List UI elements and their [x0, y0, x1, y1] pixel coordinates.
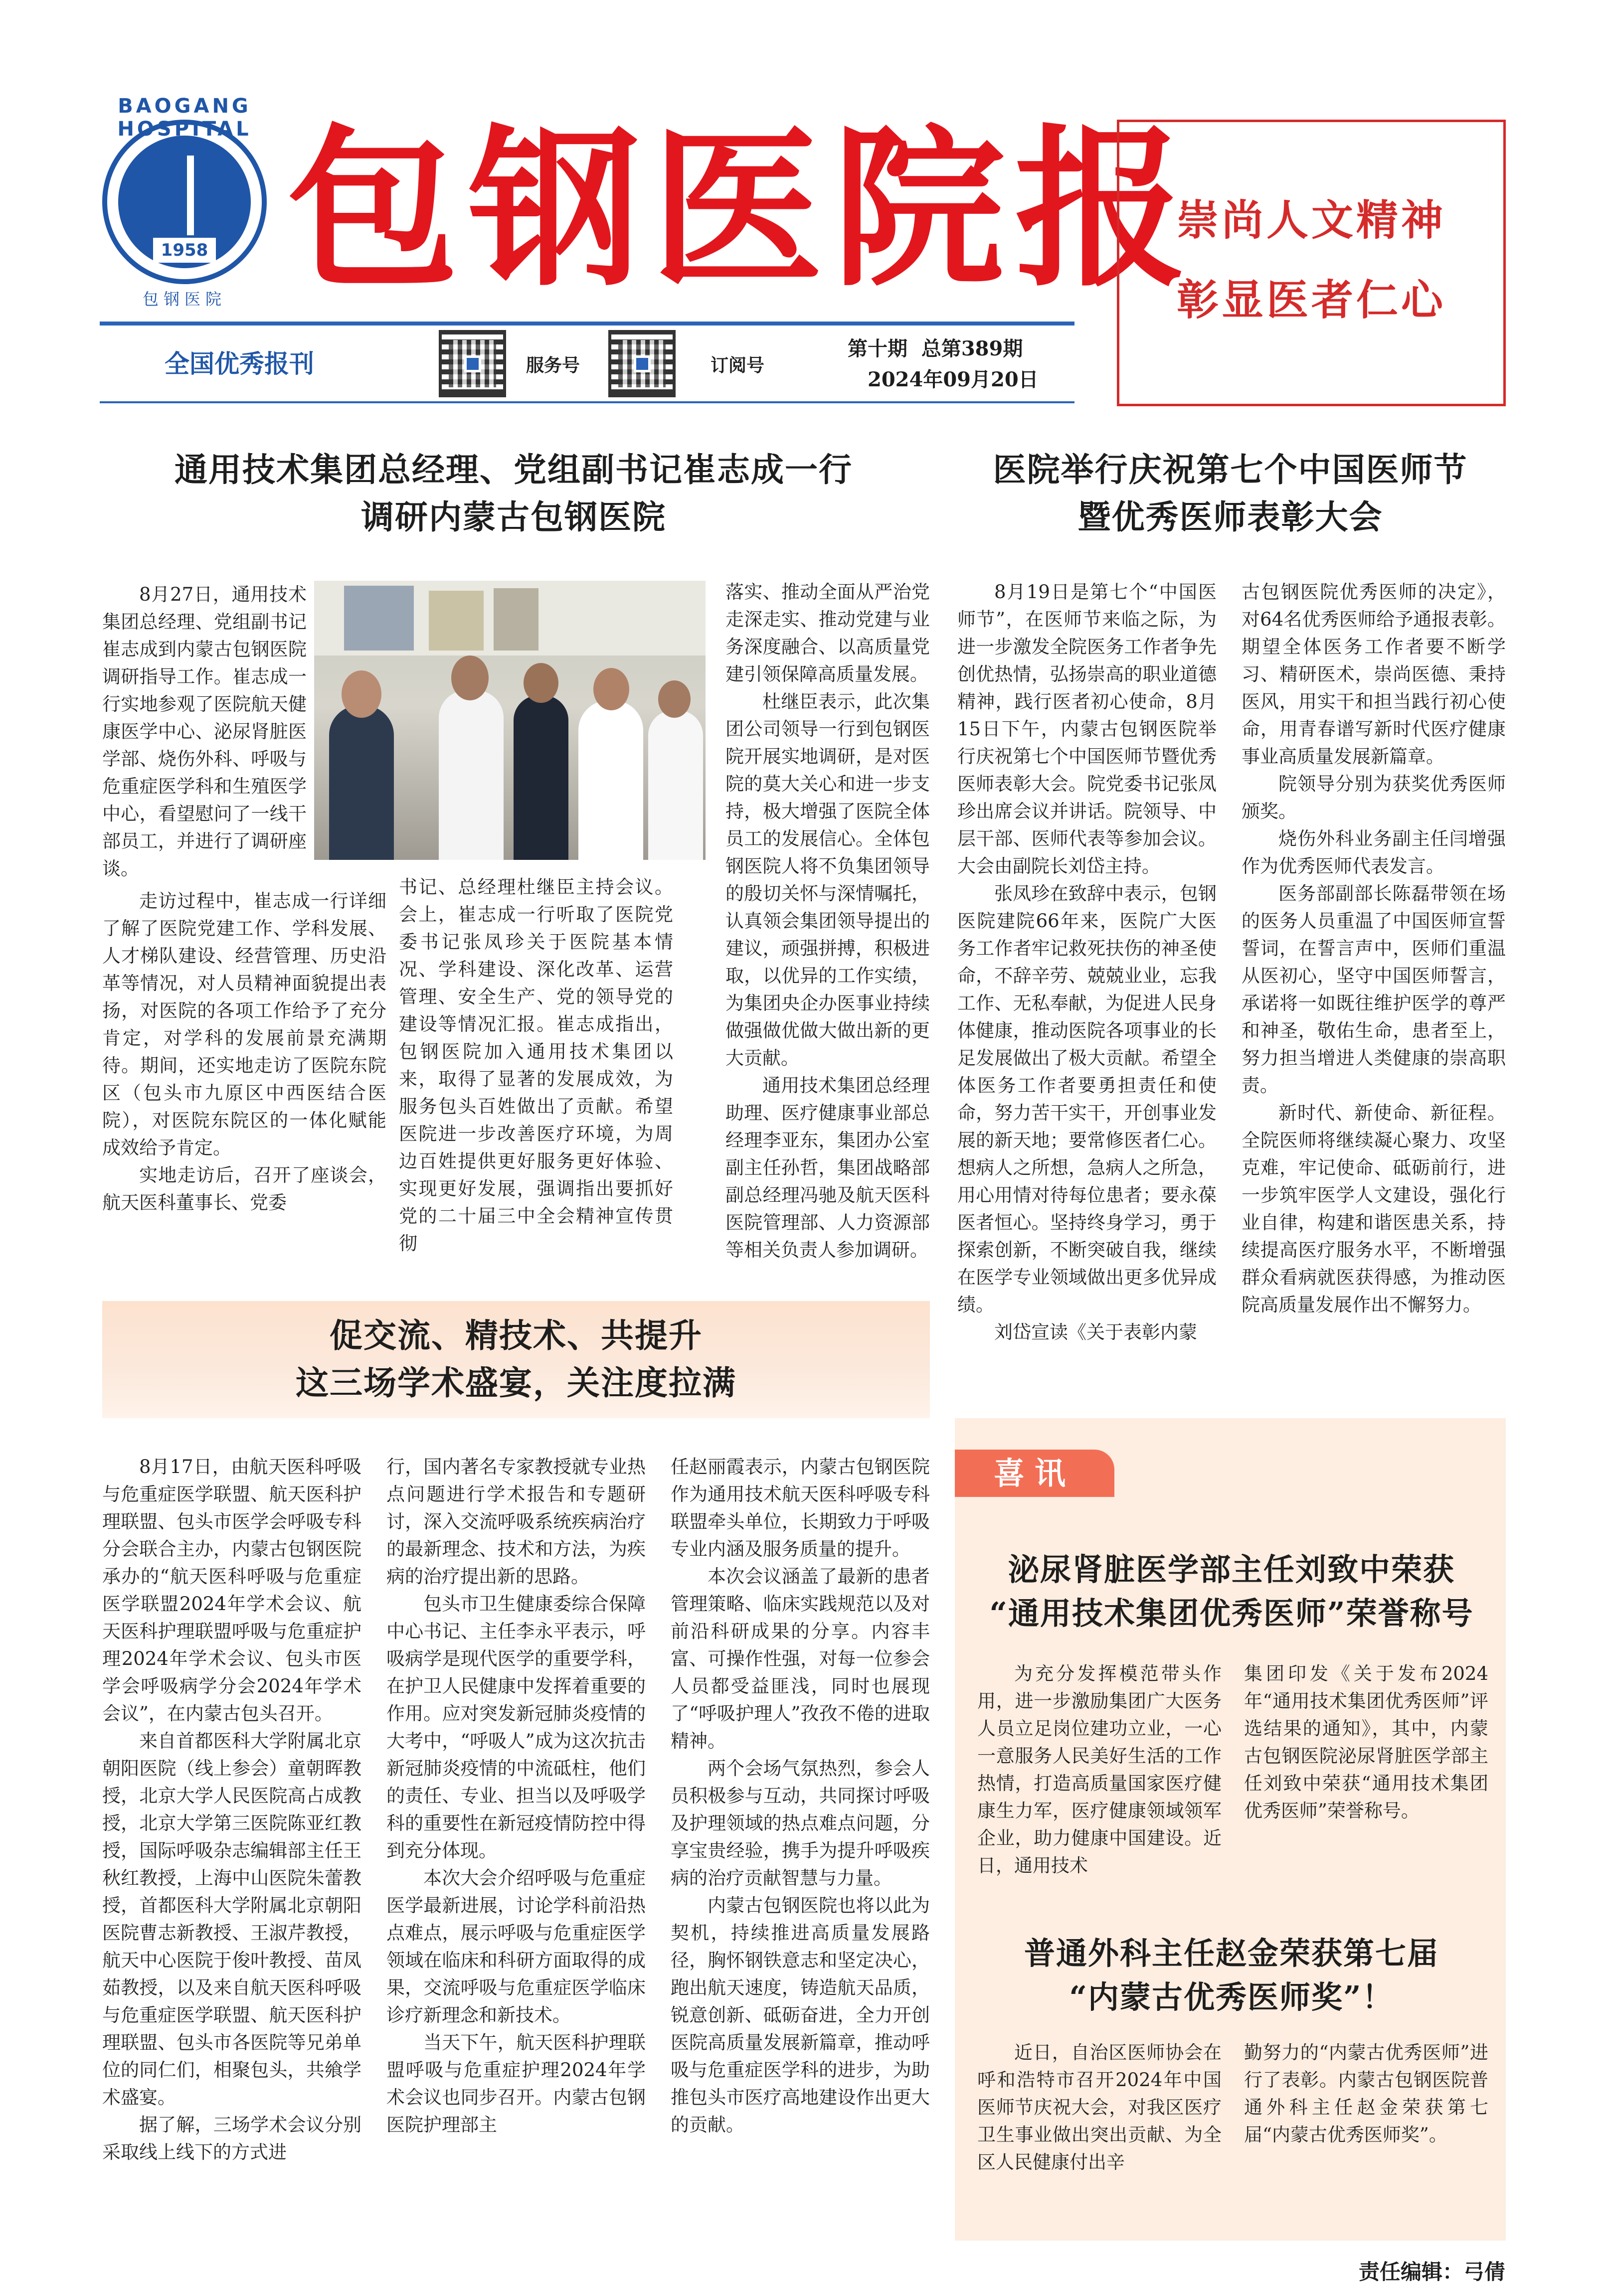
- service-qr-code-icon[interactable]: [439, 330, 506, 397]
- article-1-col-1-bottom: [102, 887, 386, 1216]
- article-1-title-line-1: 通用技术集团总经理、党组副书记崔志成一行: [175, 450, 853, 489]
- news-2-title-line-2: “内蒙古优秀医师奖”！: [1069, 1979, 1394, 2015]
- slogan-box: [1117, 120, 1506, 406]
- article-2-title-line-1: 医院举行庆祝第七个中国医师节: [993, 450, 1468, 489]
- logo-chinese-text: 包钢医院: [142, 290, 226, 309]
- logo-emblem-icon: [118, 136, 251, 268]
- article-3-banner: [102, 1301, 930, 1418]
- article-3-col-2: [386, 1453, 646, 2138]
- issue-number: 第十期 总第389期: [848, 337, 1023, 360]
- article-3-headline: [102, 1312, 930, 1407]
- award-label: 全国优秀报刊: [165, 349, 314, 378]
- paragraph: 集团印发《关于发布2024年“通用技术集团优秀医师”评选结果的通知》，其中，内蒙古包钢医院泌尿肾脏医学部主任刘致中荣获“通用技术集团优秀医师”荣誉称号。: [1244, 1663, 1488, 1821]
- logo-staff-icon: [187, 156, 194, 235]
- paragraph: 为充分发挥模范带头作用，进一步激励集团广大医务人员立足岗位建功立业，一心一意服务人民美好生活的工作热情，打造高质量国家医疗健康生力军，医疗健康领域领军企业，助力健康中国建设。近日，通用技术: [977, 1663, 1222, 1876]
- hospital-logo: [102, 120, 267, 284]
- paragraph: 任赵丽霞表示，内蒙古包钢医院作为通用技术航天医科呼吸专科联盟牵头单位，长期致力于呼吸专业内涵及服务质量的提升。: [671, 1456, 930, 1560]
- paragraph: 书记、总经理杜继臣主持会议。会上，崔志成一行听取了医院党委书记张凤珍关于医院基本情况、学科建设、深化改革、运营管理、安全生产、党的领导党的建设等情况汇报。崔志成指出，包钢医院加入通用技术集团以来，取得了显著的发展成效，为服务包头百姓做出了贡献。希望医院进一步改善医疗环境，为周边百姓提供更好服务更好体验、实现更好发展，强调指出要抓好党的二十届三中全会精神宣传贯彻: [399, 876, 673, 1254]
- service-qr-label: 服务号: [526, 355, 580, 376]
- slogan-line-2: 彰显医者仁心: [1176, 275, 1446, 325]
- logo-english-text: BAOGANG HOSPITAL: [117, 95, 252, 141]
- masthead-bottom-rule: [100, 401, 1074, 403]
- paragraph: 近日，自治区医师协会在呼和浩特市召开2024年中国医师节庆祝大会，对我区医疗卫生事业做出突出贡献、为全区人民健康付出辛: [977, 2042, 1222, 2173]
- paragraph: 两个会场气氛热烈，参会人员积极参与互动，共同探讨呼吸及护理领域的热点难点问题，分享宝贵经验，携手为提升呼吸疾病的治疗贡献智慧与力量。: [671, 1758, 930, 1889]
- news-1-col-1: [977, 1660, 1222, 1879]
- slogan-line-1: 崇尚人文精神: [1176, 195, 1446, 245]
- article-1-title-line-2: 调研内蒙古包钢医院: [361, 497, 666, 536]
- paragraph: 包头市卫生健康委综合保障中心书记、主任李永平表示，呼吸病学是现代医学的重要学科，在护卫人民健康中发挥着重要的作用。应对突发新冠肺炎疫情的大考中，“呼吸人”成为这次抗击新冠肺炎疫情的中流砥柱，他们的责任、专业、担当以及呼吸学科的重要性在新冠疫情防控中得到充分体现。: [386, 1593, 646, 1861]
- paragraph: 院领导分别为获奖优秀医师颁奖。: [1242, 773, 1506, 822]
- masthead-divider: [100, 322, 1074, 326]
- newspaper-title: 包钢医院报: [287, 108, 1197, 310]
- article-2-col-1: [957, 578, 1217, 1346]
- logo-year: 1958: [153, 238, 216, 263]
- news-1-title-line-2: “通用技术集团优秀医师”荣誉称号: [989, 1595, 1474, 1632]
- paragraph: 杜继臣表示，此次集团公司领导一行到包钢医院开展实地调研，是对医院的莫大关心和进一步支持，极大增强了医院全体员工的发展信心。全体包钢医院人将不负集团领导的殷切关怀与深情嘱托，认真领会集团领导提出的建议，顽强拼搏，积极进取，以优异的工作实绩，为集团央企办医事业持续做强做优做大做出新的更大贡献。: [725, 691, 930, 1069]
- article-1-col-2: [399, 873, 673, 1257]
- paragraph: 刘岱宣读《关于表彰内蒙: [994, 1321, 1197, 1343]
- news-2-title-line-1: 普通外科主任赵金荣获第七届: [1024, 1935, 1439, 1971]
- article-1-col-1-top: [102, 581, 307, 882]
- article-3-title-line-1: 促交流、精技术、共提升: [330, 1316, 703, 1355]
- article-2-title-line-2: 暨优秀医师表彰大会: [1077, 497, 1383, 536]
- paragraph: 通用技术集团总经理助理、医疗健康事业部总经理李亚东，集团办公室副主任孙哲，集团战略部副总经理冯驰及航天医科医院管理部、人力资源部等相关负责人参加调研。: [725, 1075, 930, 1261]
- paragraph: 医务部副部长陈磊带领在场的医务人员重温了中国医师宣誓誓词，在誓言声中，医师们重温从医初心，坚守中国医师誓言，承诺将一如既往维护医学的尊严和神圣，敬佑生命，患者至上，努力担当增进人类健康的崇高职责。: [1242, 883, 1506, 1096]
- paragraph: 张凤珍在致辞中表示，包钢医院建院66年来，医院广大医务工作者牢记救死扶伤的神圣使命，不辞辛劳、兢兢业业，忘我工作、无私奉献，为促进人民身体健康，推动医院各项事业的长足发展做出了极大贡献。希望全体医务工作者要勇担责任和使命，努力苦干实干，开创事业发展的新天地；要常修医者仁心。想病人之所想，急病人之所急，用心用情对待每位患者；要永葆医者恒心。坚持终身学习，勇于探索创新，不断突破自我，继续在医学专业领域做出更多优异成绩。: [957, 883, 1217, 1315]
- paragraph: 烧伤外科业务副主任闫增强作为优秀医师代表发言。: [1242, 828, 1506, 877]
- paragraph: 来自首都医科大学附属北京朝阳医院（线上参会）童朝晖教授，北京大学人民医院高占成教授，北京大学第三医院陈亚红教授，国际呼吸杂志编辑部主任王秋红教授，上海中山医院朱蕾教授，首都医科大学附属北京朝阳医院曹志新教授、王淑芹教授，航天中心医院于俊叶教授、苗凤茹教授，以及来自航天医科呼吸与危重症医学联盟、航天医科护理联盟、包头市各医院等兄弟单位的同仁们，相聚包头，共飨学术盛宴。: [102, 1730, 361, 2108]
- article-2-col-2: [1242, 578, 1506, 1318]
- paragraph: 实地走访后，召开了座谈会，航天医科董事长、党委: [102, 1164, 386, 1213]
- paragraph: 内蒙古包钢医院也将以此为契机，持续推进高质量发展路径，胸怀钢铁意志和坚定决心，跑出航天速度，铸造航天品质，锐意创新、砥砺奋进，全力开创医院高质量发展新篇章，推动呼吸与危重症医学科的进步，为助推包头市医疗高地建设作出更大的贡献。: [671, 1895, 930, 2135]
- article-3-col-1: [102, 1453, 361, 2166]
- paragraph: 新时代、新使命、新征程。全院医师将继续凝心聚力、攻坚克难，牢记使命、砥砺前行，进一步筑牢医学人文建设，强化行业自律，构建和谐医患关系，持续提高医疗服务水平，不断增强群众看病就医获得感，为推动医院高质量发展作出不懈努力。: [1242, 1102, 1506, 1315]
- paragraph: 本次会议涵盖了最新的患者管理策略、临床实践规范以及对前沿科研成果的分享。内容丰富、可操作性强，对每一位参会人员都受益匪浅，同时也展现了“呼吸护理人”孜孜不倦的进取精神。: [671, 1566, 930, 1752]
- article-1-col-3: [725, 578, 930, 1264]
- article-3-col-3: [671, 1453, 930, 2138]
- paragraph: 勤努力的“内蒙古优秀医师”进行了表彰。内蒙古包钢医院普通外科主任赵金荣获第七届“内蒙古优秀医师奖”。: [1244, 2042, 1488, 2145]
- paragraph: 据了解，三场学术会议分别采取线上线下的方式进: [102, 2114, 361, 2163]
- paragraph: 8月19日是第七个“中国医师节”，在医师节来临之际，为进一步激发全院医务工作者争先创优热情，弘扬崇高的职业道德精神，践行医者初心使命，8月15日下午，内蒙古包钢医院举行庆祝第七个中国医师节暨优秀医师表彰大会。院党委书记张凤珍出席会议并讲话。院领导、中层干部、医师代表等参加会议。大会由副院长刘岱主持。: [957, 581, 1217, 877]
- paragraph: 本次大会介绍呼吸与危重症医学最新进展，讨论学科前沿热点难点，展示呼吸与危重症医学领域在临床和科研方面取得的成果，交流呼吸与危重症医学临床诊疗新理念和新技术。: [386, 1867, 646, 2026]
- paragraph: 当天下午，航天医科护理联盟呼吸与危重症护理2024年学术会议也同步召开。内蒙古包钢医院护理部主: [386, 2032, 646, 2135]
- news-1-headline: [957, 1548, 1506, 1636]
- news-1-col-2: [1244, 1660, 1488, 1824]
- news-2-col-2: [1244, 2039, 1488, 2148]
- article-1-headline: [100, 446, 927, 541]
- paragraph: 古包钢医院优秀医师的决定》，对64名优秀医师给予通报表彰。期望全体医务工作者要不断学习、精研医术，崇尚医德、秉持医风，用实干和担当践行初心使命，用青春谱写新时代医疗健康事业高质量发展新篇章。: [1242, 581, 1506, 767]
- responsible-editor: 责任编辑：弓倩: [1358, 2260, 1505, 2284]
- paragraph: 走访过程中，崔志成一行详细了解了医院党建工作、学科发展、人才梯队建设、经营管理、历史沿革等情况，对人员精神面貌提出表扬，对医院的各项工作给予了充分肯定，对学科的发展前景充满期待。期间，还实地走访了医院东院区（包头市九原区中西医结合医院），对医院东院区的一体化赋能成效给予肯定。: [102, 890, 386, 1158]
- issue-date: 2024年09月20日: [868, 368, 1039, 391]
- paragraph: 落实、推动全面从严治党走深走实、推动党建与业务深度融合、以高质量党建引领保障高质量发展。: [725, 581, 930, 685]
- news-2-headline: [957, 1932, 1506, 2019]
- news-2-col-1: [977, 2039, 1222, 2176]
- good-news-tag: 喜讯: [955, 1450, 1114, 1497]
- article-2-headline: [955, 446, 1506, 541]
- subscribe-qr-code-icon[interactable]: [608, 330, 676, 397]
- article-1-photo: [314, 581, 706, 860]
- paragraph: 8月27日，通用技术集团总经理、党组副书记崔志成到内蒙古包钢医院调研指导工作。崔志成一行实地参观了医院航天健康医学中心、泌尿肾脏医学部、烧伤外科、呼吸与危重症医学科和生殖医学中心，看望慰问了一线干部员工，并进行了调研座谈。: [102, 584, 307, 879]
- paragraph: 行，国内著名专家教授就专业热点问题进行学术报告和专题研讨，深入交流呼吸系统疾病治疗的最新理念、技术和方法，为疾病的治疗提出新的思路。: [386, 1456, 646, 1587]
- subscribe-qr-label: 订阅号: [711, 355, 765, 376]
- paragraph: 8月17日，由航天医科呼吸与危重症医学联盟、航天医科护理联盟、包头市医学会呼吸专科分会联合主办，内蒙古包钢医院承办的“航天医科呼吸与危重症医学联盟2024年学术会议、航天医科护理联盟呼吸与危重症护理2024年学术会议、包头市医学会呼吸病学分会2024年学术会议”，在内蒙古包头召开。: [102, 1456, 361, 1724]
- news-1-title-line-1: 泌尿肾脏医学部主任刘致中荣获: [1008, 1551, 1455, 1588]
- article-3-title-line-2: 这三场学术盛宴，关注度拉满: [296, 1363, 736, 1402]
